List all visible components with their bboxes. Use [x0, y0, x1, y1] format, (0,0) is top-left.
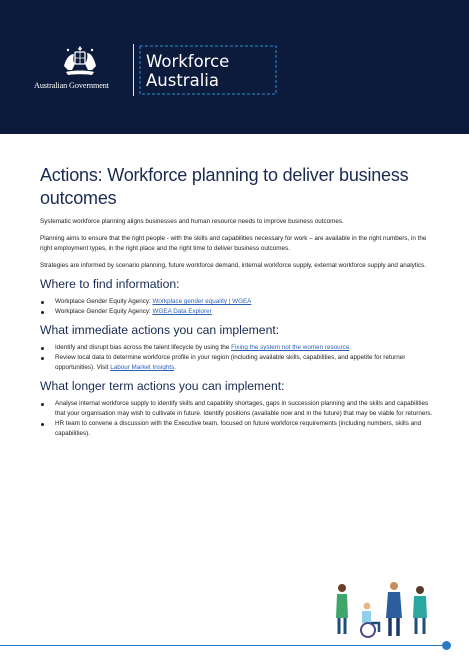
person-teal-icon	[413, 586, 427, 634]
list-item	[40, 343, 440, 353]
intro-paragraph-2: Planning aims to ensure that the right people - with the skills and capabilities necessary for work – are available in the right numbers, in the right employment types, in the right place and the right time to deliver business outcomes.	[40, 234, 427, 252]
person-green-icon	[336, 584, 348, 634]
immediate-list	[40, 343, 440, 373]
footer-divider	[0, 645, 446, 646]
item-text: Identify and disrupt bias across the talent lifecycle by using the	[55, 344, 232, 351]
brand-line-2: Australia	[146, 71, 219, 90]
list-item	[40, 307, 440, 317]
list-item: Analyse internal workforce supply to identify skills and capability shortages, gaps in succession planning and the skills and capabilities that your organisation may wish to cultivate in future. Identify positions (available now and in the future) that may be viable for returners.	[40, 399, 440, 419]
header-divider	[133, 44, 134, 96]
person-wheelchair-icon	[361, 603, 379, 638]
labour-market-insights-link[interactable]: Labour Market Insights	[110, 364, 175, 371]
person-blue-suit-icon	[386, 582, 402, 636]
list-item	[40, 353, 440, 373]
immediate-actions-heading: What immediate actions you can implement:	[40, 323, 280, 337]
longer-list	[40, 399, 440, 439]
fixing-the-system-link[interactable]: Fixing the system not the women resource	[231, 344, 350, 351]
australian-government-logo	[34, 44, 126, 94]
coat-of-arms-icon	[60, 44, 100, 80]
footer-dot	[442, 641, 451, 650]
workforce-people-illustration	[330, 578, 440, 638]
page-title: Actions: Workforce planning to deliver business outcomes	[40, 165, 409, 208]
longer-term-actions-heading: What longer term actions you can implement:	[40, 379, 285, 393]
list-item: HR team to convene a discussion with the Executive team, focused on future workforce requirements (including numbers, skills and capabilities).	[40, 419, 440, 439]
wgea-data-explorer-link[interactable]: WGEA Data Explorer	[152, 308, 212, 315]
find-list	[40, 297, 440, 317]
intro-paragraph-3: Strategies are informed by scenario planning, future workforce demand, internal workforce supply, external workforce supply and analytics.	[40, 261, 426, 269]
government-label: Australian Government	[34, 81, 109, 90]
main-content	[40, 164, 440, 445]
intro-paragraph-1: Systematic workforce planning aligns businesses and human resource needs to improve business outcomes.	[40, 218, 344, 225]
brand-line-1: Workforce	[146, 52, 230, 71]
item-text-end: .	[174, 364, 176, 371]
item-text: Review local data to determine workforce profile in your region (including available skills, capabilities, and appetite for returner opportunities). Visit	[55, 354, 406, 371]
wgea-gender-equality-link[interactable]: Workplace gender equality | WGEA	[152, 298, 252, 305]
where-to-find-heading: Where to find information:	[40, 277, 180, 291]
item-prefix: Workplace Gender Equity Agency:	[55, 308, 153, 315]
page-header	[0, 0, 469, 134]
workforce-australia-logo	[146, 52, 229, 90]
item-text-end: .	[349, 344, 352, 351]
list-item	[40, 297, 440, 307]
item-prefix: Workplace Gender Equity Agency:	[55, 298, 153, 305]
